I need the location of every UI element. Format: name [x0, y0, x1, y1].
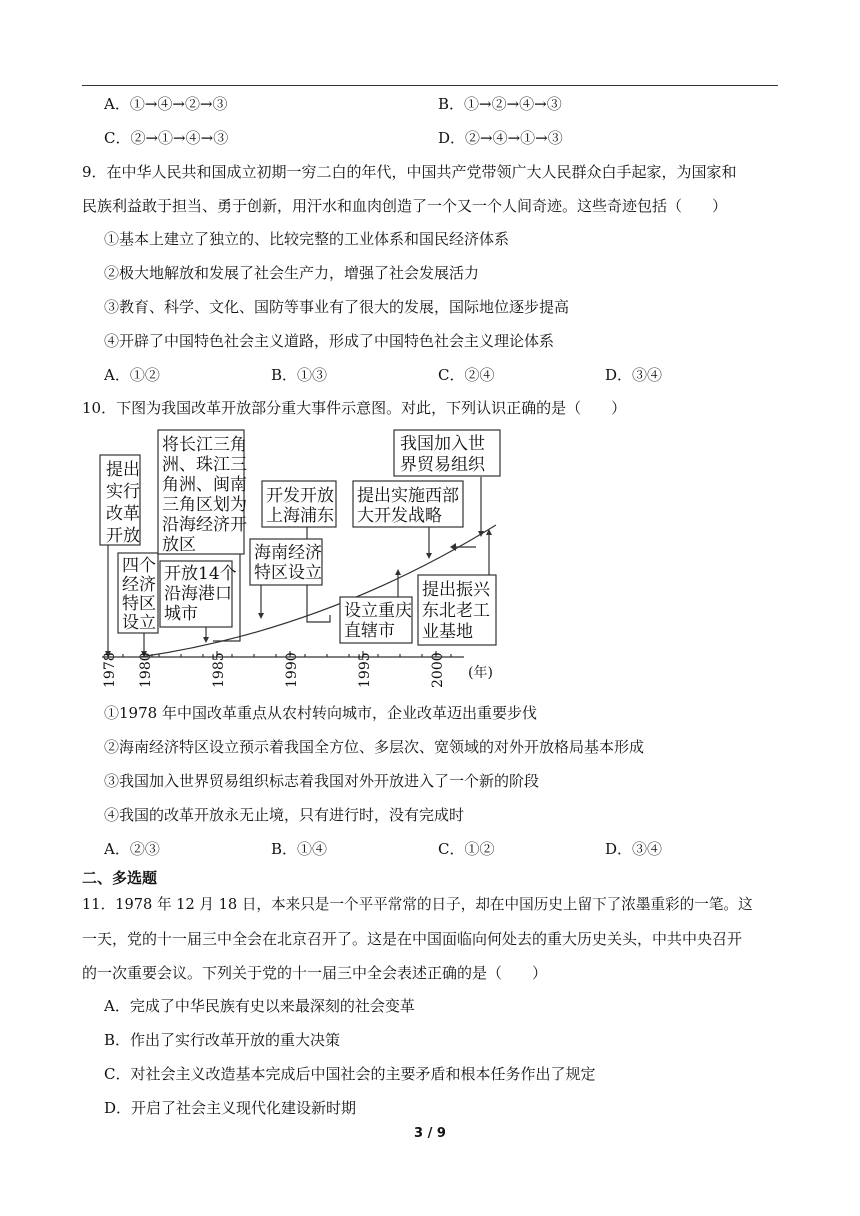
q10-statement-2: ②海南经济特区设立预示着我国全方位、多层次、宽领域的对外开放格局基本形成 — [104, 738, 645, 756]
svg-text:海南经济: 海南经济 — [254, 543, 322, 563]
q11-option-a[interactable]: A．完成了中华民族有史以来最深刻的社会变革 — [104, 997, 415, 1015]
svg-text:放区: 放区 — [162, 535, 196, 555]
year-1978: 1978 — [102, 652, 118, 688]
svg-text:经济: 经济 — [122, 575, 156, 595]
svg-text:三角区划为: 三角区划为 — [162, 495, 247, 515]
header-rule — [82, 85, 778, 86]
page-number: 3 / 9 — [414, 1126, 446, 1141]
q8-option-c[interactable]: C．②→①→④→③ — [104, 129, 229, 147]
year-2000: 2000 — [430, 652, 446, 688]
q9-statement-2: ②极大地解放和发展了社会生产力，增强了社会发展活力 — [104, 264, 480, 282]
q8-option-b[interactable]: B．①→②→④→③ — [438, 95, 562, 113]
q9-option-b[interactable]: B．①③ — [271, 366, 328, 384]
q9-statement-1: ①基本上建立了独立的、比较完整的工业体系和国民经济体系 — [104, 230, 510, 248]
q10-option-d[interactable]: D．③④ — [605, 840, 663, 858]
svg-text:东北老工: 东北老工 — [422, 601, 490, 621]
q8-option-a[interactable]: A．①→④→②→③ — [104, 95, 228, 113]
svg-text:洲、珠江三: 洲、珠江三 — [162, 455, 247, 475]
q10-statement-1: ①1978 年中国改革重点从农村转向城市，企业改革迈出重要步伐 — [104, 704, 537, 722]
svg-text:角洲、闽南: 角洲、闽南 — [162, 475, 247, 495]
svg-text:特区设立: 特区设立 — [254, 563, 322, 583]
q10-option-b[interactable]: B．①④ — [271, 840, 328, 858]
q9-statement-4: ④开辟了中国特色社会主义道路，形成了中国特色社会主义理论体系 — [104, 332, 555, 350]
q8-option-d[interactable]: D．②→④→①→③ — [438, 129, 563, 147]
q9-option-c[interactable]: C．②④ — [438, 366, 495, 384]
svg-text:业基地: 业基地 — [422, 622, 473, 642]
svg-text:将长江三角: 将长江三角 — [162, 435, 247, 455]
svg-text:城市: 城市 — [164, 604, 198, 624]
year-1980: 1980 — [138, 652, 154, 688]
svg-text:特区: 特区 — [122, 594, 156, 614]
svg-text:沿海港口: 沿海港口 — [164, 584, 232, 604]
svg-text:提出振兴: 提出振兴 — [422, 580, 490, 600]
svg-text:我国加入世: 我国加入世 — [400, 434, 485, 454]
q10-statement-3: ③我国加入世界贸易组织标志着我国对外开放进入了一个新的阶段 — [104, 772, 540, 790]
q10-option-c[interactable]: C．①② — [438, 840, 495, 858]
q11-option-c[interactable]: C．对社会主义改造基本完成后中国社会的主要矛盾和根本任务作出了规定 — [104, 1065, 596, 1083]
q10-stem: 10．下图为我国改革开放部分重大事件示意图。对此，下列认识正确的是（ ） — [82, 399, 627, 417]
year-1990: 1990 — [284, 652, 300, 688]
q11-option-b[interactable]: B．作出了实行改革开放的重大决策 — [104, 1031, 341, 1049]
reform-timeline-figure — [96, 425, 512, 695]
svg-text:改革: 改革 — [106, 504, 140, 524]
q9-stem-line1: 9．在中华人民共和国成立初期一穷二白的年代，中国共产党带领广大人民群众白手起家，为国家和 — [82, 163, 737, 181]
svg-text:设立: 设立 — [122, 613, 156, 633]
svg-text:开放: 开放 — [106, 526, 140, 546]
svg-text:实行: 实行 — [106, 482, 140, 502]
q10-statement-4: ④我国的改革开放永无止境，只有进行时，没有完成时 — [104, 806, 465, 824]
svg-text:开放14个: 开放14个 — [164, 564, 237, 584]
q9-stem-line2: 民族利益敢于担当、勇于创新，用汗水和血肉创造了一个又一个人间奇迹。这些奇迹包括（ ） — [82, 197, 728, 215]
svg-text:界贸易组织: 界贸易组织 — [400, 455, 485, 475]
q11-stem-line2: 一天，党的十一届三中全会在北京召开了。这是在中国面临向何处去的重大历史关头，中共中央召开 — [82, 930, 743, 948]
svg-text:沿海经济开: 沿海经济开 — [162, 515, 247, 535]
svg-text:上海浦东: 上海浦东 — [266, 506, 334, 526]
svg-text:大开发战略: 大开发战略 — [357, 506, 442, 526]
year-1995: 1995 — [357, 652, 373, 688]
svg-text:直辖市: 直辖市 — [344, 621, 395, 641]
q11-stem-line1: 11．1978 年 12 月 18 日，本来只是一个平平常常的日子，却在中国历史上留下了浓墨重彩的一笔。这 — [82, 896, 753, 913]
q11-option-d[interactable]: D．开启了社会主义现代化建设新时期 — [104, 1099, 357, 1117]
year-1985: 1985 — [211, 652, 227, 688]
axis-unit: (年) — [468, 665, 493, 681]
section-title-multiple-choice: 二、多选题 — [82, 869, 158, 887]
svg-text:设立重庆: 设立重庆 — [344, 601, 412, 621]
q10-option-a[interactable]: A．②③ — [104, 840, 160, 858]
q9-statement-3: ③教育、科学、文化、国防等事业有了很大的发展，国际地位逐步提高 — [104, 298, 570, 316]
svg-text:四个: 四个 — [122, 556, 156, 576]
q11-stem-line3: 的一次重要会议。下列关于党的十一届三中全会表述正确的是（ ） — [82, 964, 548, 982]
svg-text:开发开放: 开发开放 — [266, 486, 334, 506]
q9-option-d[interactable]: D．③④ — [605, 366, 663, 384]
svg-text:提出: 提出 — [106, 460, 140, 480]
svg-text:提出实施西部: 提出实施西部 — [357, 486, 459, 506]
q9-option-a[interactable]: A．①② — [104, 366, 160, 384]
